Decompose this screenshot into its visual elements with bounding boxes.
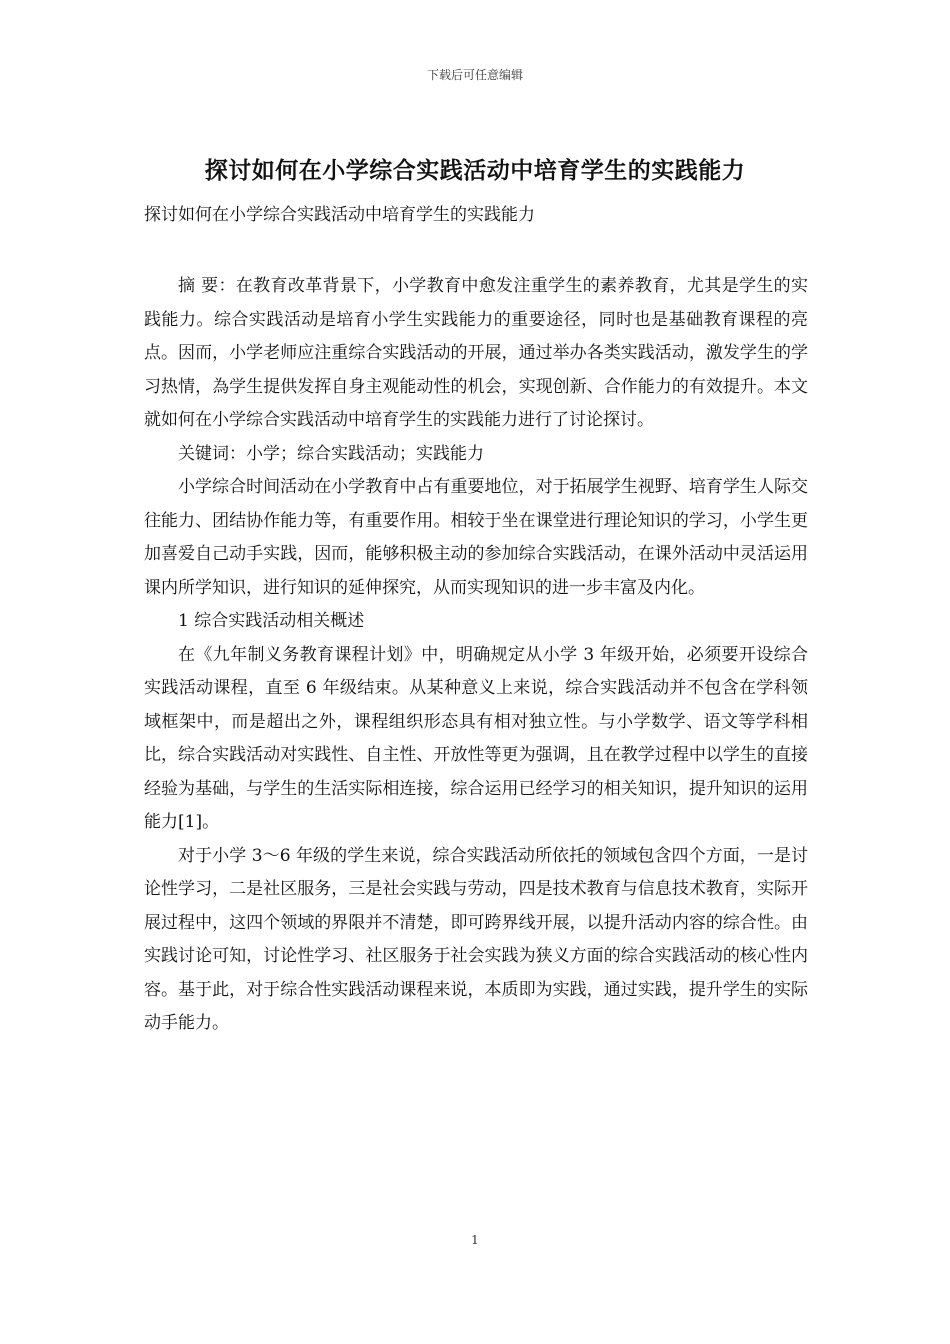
body-paragraph: 在《九年制义务教育课程计划》中，明确规定从小学 3 年级开始，必须要开设综合实践活动课程，直至 6 年级结束。从某种意义上来说，综合实践活动并不包含在学科领域框架中，而是超出之外，课程组织形态具有相对独立性。与小学数学、语文等学科相比，综合实践活动对实践性、自主性、开放性等更为强调，且在教学过程中以学生的直接经验为基础，与学生的生活实际相连接，综合运用已经学习的相关知识，提升知识的运用能力[1]。 bbox=[144, 644, 808, 832]
document-body bbox=[144, 270, 808, 1041]
page-header: 下载后可任意编辑 bbox=[426, 68, 523, 82]
document-subtitle: 探讨如何在小学综合实践活动中培育学生的实践能力 bbox=[144, 205, 535, 225]
section-heading: 1 综合实践活动相关概述 bbox=[178, 611, 365, 631]
keywords-paragraph: 关键词：小学；综合实践活动；实践能力 bbox=[178, 443, 484, 464]
body-paragraph: 对于小学 3～6 年级的学生来说，综合实践活动所依托的领域包含四个方面，一是讨论性学习，二是社区服务，三是社会实践与劳动，四是技术教育与信息技术教育，实际开展过程中，这四个领域的界限并不清楚，即可跨界线开展，以提升活动内容的综合性。由实践讨论可知，讨论性学习、社区服务于社会实践为狭义方面的综合实践活动的核心性内容。基于此，对于综合性实践活动课程来说，本质即为实践，通过实践，提升学生的实际动手能力。 bbox=[144, 845, 808, 1033]
page-number: 1 bbox=[471, 1233, 479, 1247]
intro-paragraph: 小学综合时间活动在小学教育中占有重要地位，对于拓展学生视野、培育学生人际交往能力、团结协作能力等，有重要作用。相较于坐在课堂进行理论知识的学习，小学生更加喜爱自己动手实践，因而，能够积极主动的参加综合实践活动，在课外活动中灵活运用课内所学知识，进行知识的延伸探究，从而实现知识的进一步丰富及内化。 bbox=[144, 477, 808, 598]
document-title: 探讨如何在小学综合实践活动中培育学生的实践能力 bbox=[204, 157, 746, 184]
abstract-paragraph: 摘 要：在教育改革背景下，小学教育中愈发注重学生的素养教育，尤其是学生的实践能力。综合实践活动是培育小学生实践能力的重要途径，同时也是基础教育课程的亮点。因而，小学老师应注重综合实践活动的开展，通过举办各类实践活动，激发学生的学习热情，為学生提供发挥自身主观能动性的机会，实现创新、合作能力的有效提升。本文就如何在小学综合实践活动中培育学生的实践能力进行了讨论探讨。 bbox=[144, 276, 808, 430]
